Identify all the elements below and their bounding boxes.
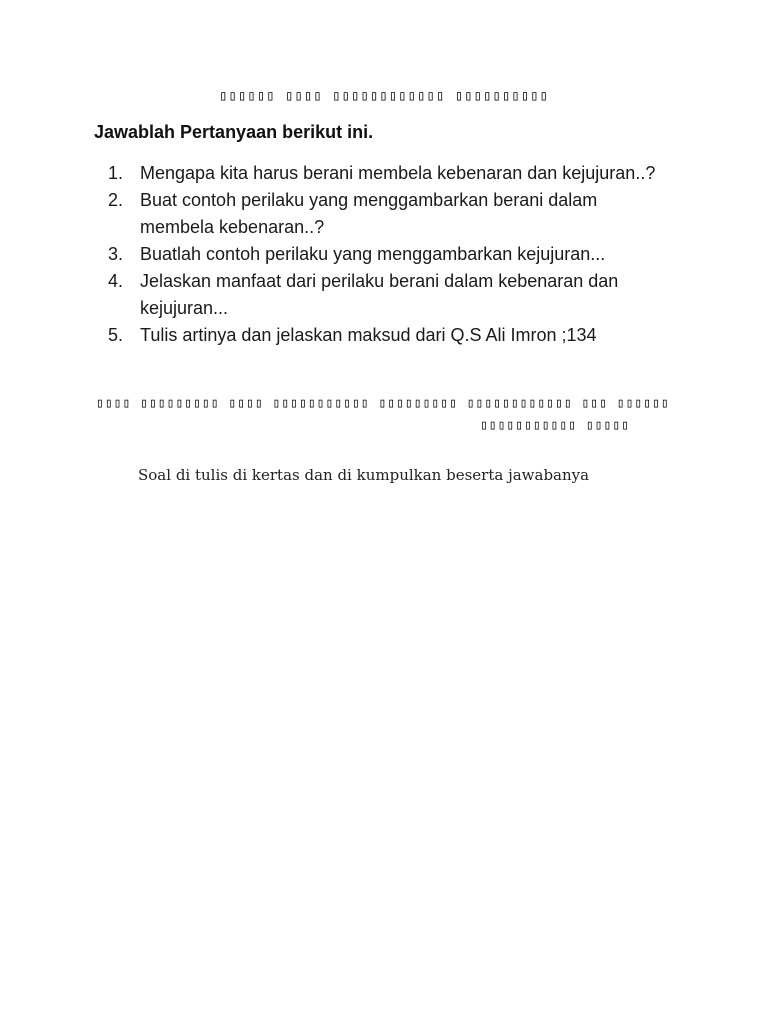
question-number: 3. xyxy=(108,244,124,264)
question-text: Jelaskan manfaat dari perilaku berani dalam kebenaran dan kejujuran... xyxy=(140,271,619,318)
question-list xyxy=(108,160,668,349)
list-item xyxy=(108,322,668,349)
list-item xyxy=(108,268,668,322)
garbled-text-line-continuation: ▯▯▯▯▯▯▯▯▯▯▯ ▯▯▯▯▯ xyxy=(479,418,630,433)
footnote-text: Soal di tulis di kertas dan di kumpulkan beserta jawabanya xyxy=(138,466,590,484)
list-item xyxy=(108,160,668,187)
question-text: Mengapa kita harus berani membela kebenaran dan kejujuran..? xyxy=(140,163,656,183)
garbled-text-line: ▯▯▯▯ ▯▯▯▯▯▯▯▯▯ ▯▯▯▯ ▯▯▯▯▯▯▯▯▯▯▯ ▯▯▯▯▯▯▯▯▯ ▯▯▯▯▯▯▯▯▯▯▯▯ ▯▯▯ ▯▯▯▯▯▯ xyxy=(96,396,670,411)
document-title: ▯▯▯▯▯▯ ▯▯▯▯ ▯▯▯▯▯▯▯▯▯▯▯▯ ▯▯▯▯▯▯▯▯▯▯ xyxy=(218,88,549,104)
question-text: Buat contoh perilaku yang menggambarkan berani dalam membela kebenaran..? xyxy=(140,190,598,237)
question-text: Tulis artinya dan jelaskan maksud dari Q.S Ali Imron ;134 xyxy=(140,325,597,345)
question-number: 5. xyxy=(108,325,124,345)
question-text: Buatlah contoh perilaku yang menggambarkan kejujuran... xyxy=(140,244,606,264)
question-number: 1. xyxy=(108,163,124,183)
list-item xyxy=(108,187,668,241)
question-number: 4. xyxy=(108,271,124,291)
list-item xyxy=(108,241,668,268)
instruction-heading: Jawablah Pertanyaan berikut ini. xyxy=(94,122,374,142)
question-number: 2. xyxy=(108,190,124,210)
